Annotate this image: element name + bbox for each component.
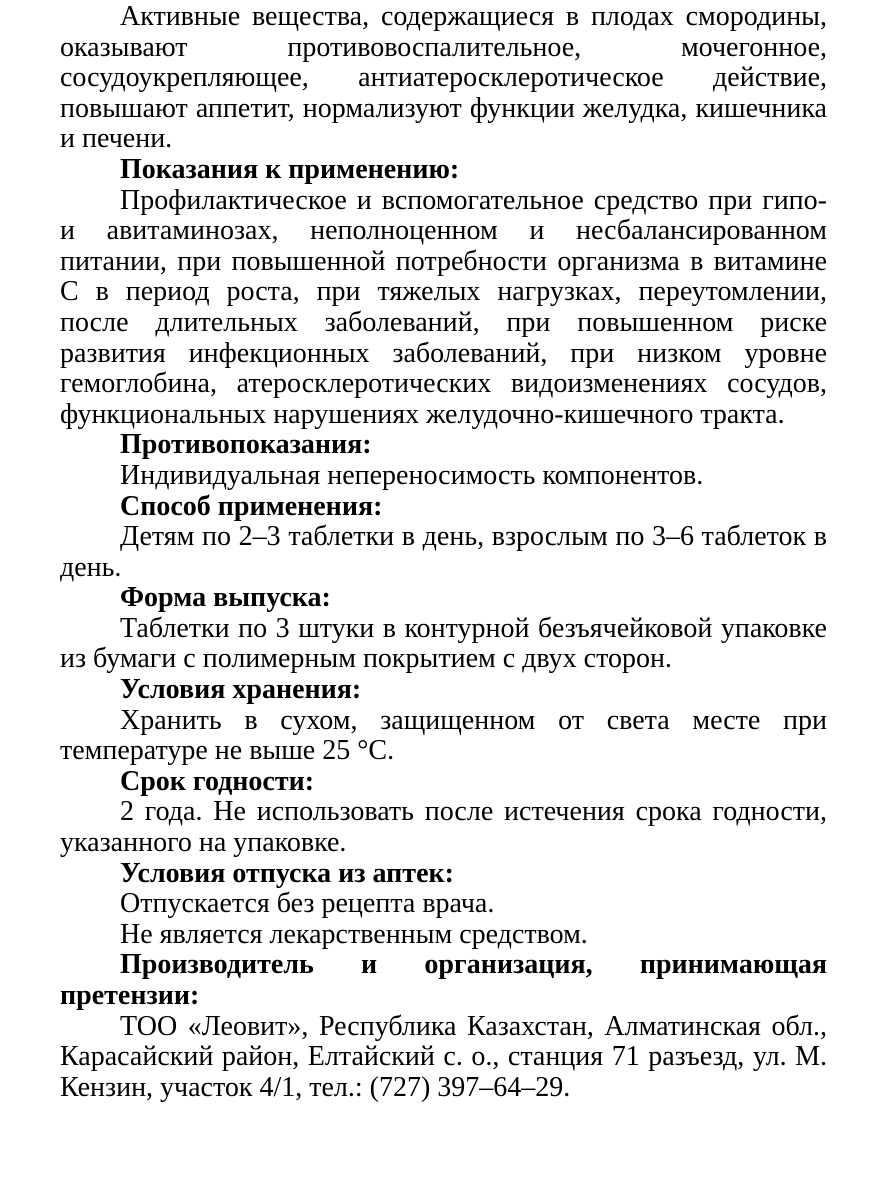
usage-text: Детям по 2–3 таблетки в день, взрослым по 3–6 таблеток в день. — [60, 521, 827, 583]
shelf-life-heading: Срок годности: — [120, 765, 315, 797]
manufacturer-heading: Производитель и организация, принимающая претензии: — [60, 949, 827, 1011]
dispensing-text-1: Отпускается без рецепта врача. — [120, 888, 495, 920]
form-heading: Форма выпуска: — [120, 582, 331, 614]
contraindications-heading: Противопоказания: — [120, 429, 372, 461]
indications-heading: Показания к применению: — [120, 153, 460, 185]
manufacturer-text: ТОО «Леовит», Республика Казахстан, Алматинская обл., Карасайский район, Елтайский с. о., станция 71 разъезд, ул. М. Кензин, участок 4/1, тел.: (727) 397–64–29. — [60, 1010, 827, 1103]
storage-text: Хранить в сухом, защищенном от света месте при температуре не выше 25 °С. — [60, 704, 827, 767]
usage-heading: Способ применения: — [120, 490, 383, 522]
dispensing-heading: Условия отпуска из аптек: — [120, 857, 454, 889]
document-page — [60, 0, 827, 1103]
storage-heading: Условия хранения: — [120, 674, 362, 706]
shelf-life-text: 2 года. Не использовать после истечения срока годности, указанного на упаковке. — [60, 796, 827, 859]
contraindications-text: Индивидуальная непереносимость компонентов. — [120, 459, 704, 491]
indications-text: Профилактическое и вспомогательное средство при гипо- и авитаминозах, неполноценном и несбалансированном питании, при повышенной потребности организма в витамине С в период роста, при тяжелых нагрузках, переутомлении, после длительных заболеваний, при повышенном риске развития инфекционных заболеваний, при низком уровне гемоглобина, атеросклеротических видоизменениях сосудов, функциональных нарушениях желудочно-кишечного тракта. — [60, 184, 827, 430]
form-text: Таблетки по 3 штуки в контурной безъячейковой упаковке из бумаги с полимерным покрытием с двух сторон. — [60, 612, 827, 675]
intro-paragraph: Активные вещества, содержащиеся в плодах смородины, оказывают противовоспалительное, мочегонное, сосудоукрепляющее, антиатеросклеротическое действие, повышают аппетит, нормализуют функции желудка, кишечника и печени. — [60, 1, 827, 155]
dispensing-text-2: Не является лекарственным средством. — [120, 918, 588, 950]
